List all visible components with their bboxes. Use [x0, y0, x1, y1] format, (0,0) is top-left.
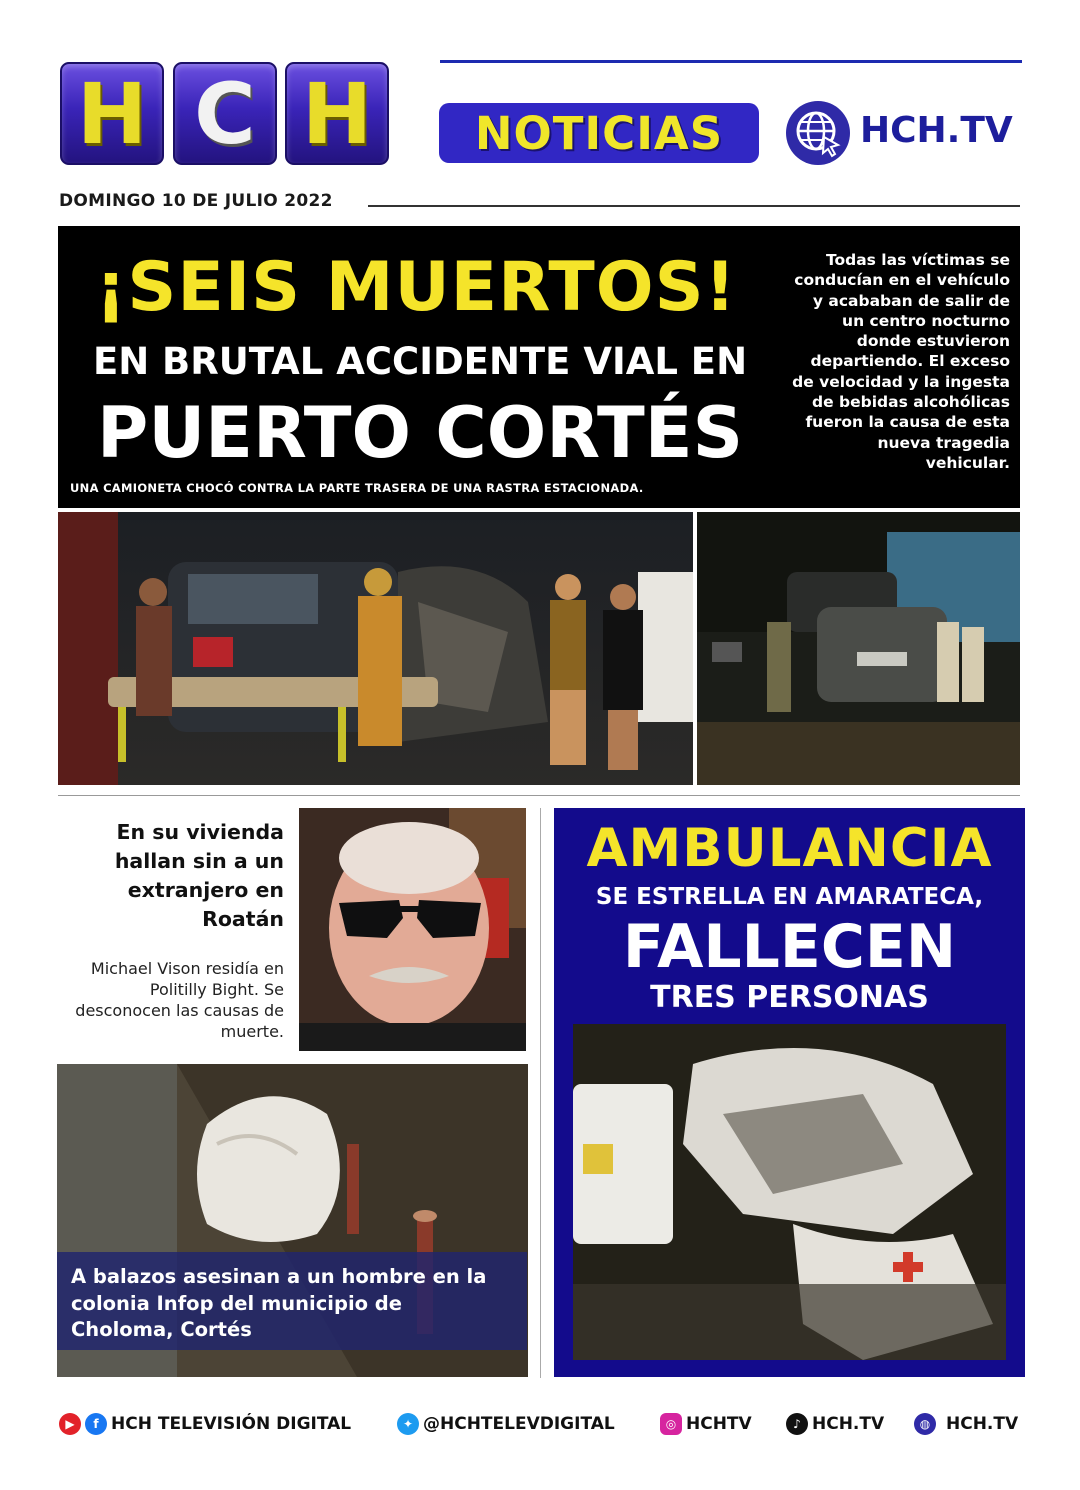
facebook-icon: f	[85, 1413, 107, 1435]
main-story	[58, 226, 1020, 508]
logo-letter-h2: H	[285, 62, 389, 165]
main-headline-line-2: EN BRUTAL ACCIDENTE VIAL EN	[92, 340, 748, 383]
main-subhead: UNA CAMIONETA CHOCÓ CONTRA LA PARTE TRASERA DE UNA RASTRA ESTACIONADA.	[70, 481, 644, 495]
footer-facebook-label: HCH TELEVISIÓN DIGITAL	[111, 1414, 352, 1434]
crash-photo-1	[58, 512, 693, 785]
ambulance-headline: AMBULANCIA	[586, 818, 993, 879]
date-rule	[368, 205, 1020, 207]
main-side-text: Todas las víctimas se conducían en el vehículo y acababan de salir de un centro nocturno donde estuvieron departiendo. El exceso de velocidad y la ingesta de bebidas alcohólicas fueron la causa de esta nueva tragedia vehicular.	[792, 251, 1010, 472]
ambulance-line-2: SE ESTRELLA EN AMARATECA,	[595, 884, 984, 910]
footer-facebook-youtube[interactable]	[59, 1410, 351, 1438]
logo-letter-c: C	[173, 62, 277, 165]
instagram-icon: ◎	[660, 1413, 682, 1435]
footer-twitter-label: @HCHTELEVDIGITAL	[423, 1414, 615, 1434]
logo-letter-h1: H	[60, 62, 164, 165]
footer-tiktok-label: HCH.TV	[812, 1414, 885, 1434]
victim-portrait	[299, 808, 526, 1051]
tiktok-icon: ♪	[786, 1413, 808, 1435]
section-divider	[58, 795, 1020, 796]
globe-icon: ◍	[914, 1413, 936, 1435]
ambulance-story	[554, 808, 1025, 1377]
crash-photo-2	[697, 512, 1020, 785]
issue-date: DOMINGO 10 DE JULIO 2022	[59, 191, 333, 211]
ambulance-line-4: TRES PERSONAS	[650, 980, 929, 1015]
ambulance-crash-photo	[573, 1024, 1006, 1360]
footer-web[interactable]	[914, 1410, 1018, 1438]
globe-cursor-icon	[786, 101, 850, 165]
main-headline-line-3: PUERTO CORTÉS	[97, 392, 743, 474]
roatan-headline: En su vivienda hallan sin a un extranjero en Roatán	[114, 820, 284, 931]
footer-instagram[interactable]	[660, 1410, 752, 1438]
main-headline: ¡SEIS MUERTOS!	[95, 248, 737, 327]
column-divider	[540, 808, 541, 1378]
roatan-summary: Michael Vison residía en Politilly Bight. Se desconocen las causas de muerte.	[75, 959, 284, 1041]
footer-tiktok[interactable]	[786, 1410, 884, 1438]
choloma-photo	[57, 1064, 528, 1377]
section-label: NOTICIAS	[439, 103, 759, 163]
footer-twitter[interactable]	[397, 1410, 615, 1438]
footer-web-label: HCH.TV	[946, 1414, 1019, 1434]
footer-instagram-label: HCHTV	[686, 1414, 752, 1434]
top-rule	[440, 60, 1022, 63]
youtube-icon: ▶	[59, 1413, 81, 1435]
ambulance-line-3: FALLECEN	[622, 912, 957, 982]
twitter-icon: ✦	[397, 1413, 419, 1435]
choloma-caption-band	[57, 1252, 527, 1350]
choloma-caption: A balazos asesinan a un hombre en la colonia Infop del municipio de Choloma, Cortés	[71, 1265, 487, 1341]
site-name[interactable]: HCH.TV	[860, 110, 1013, 151]
